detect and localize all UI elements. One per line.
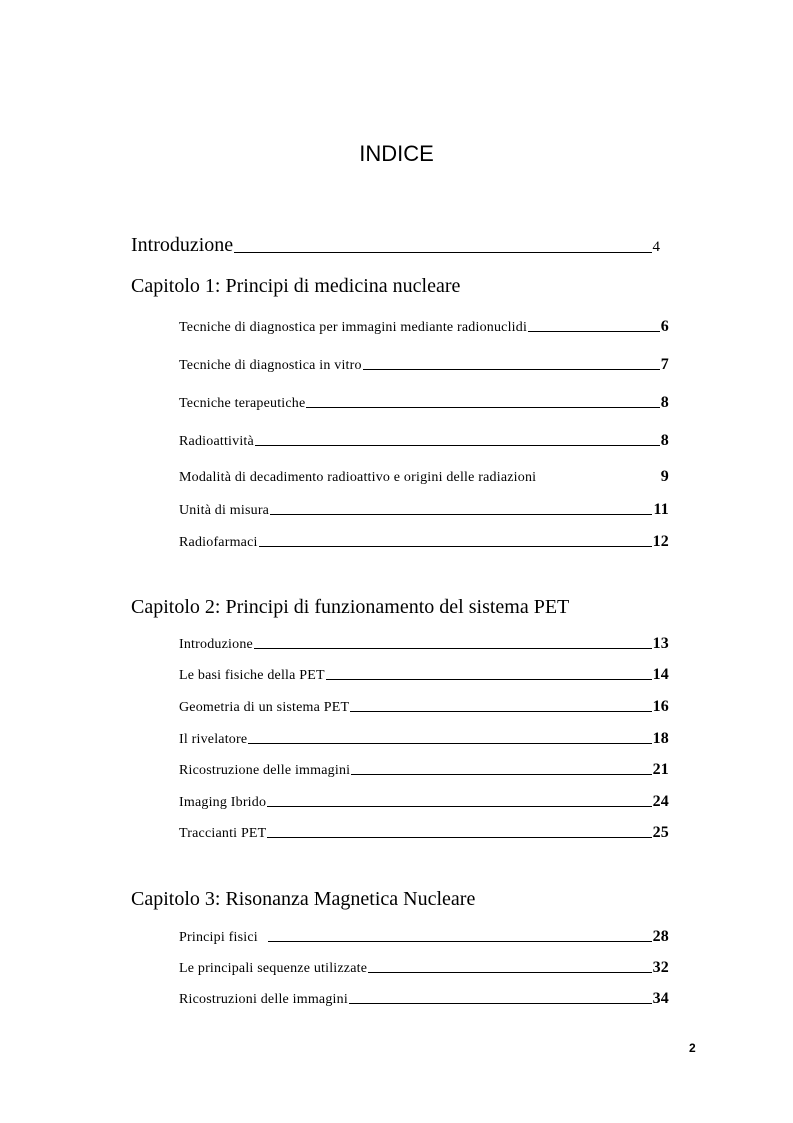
toc-entry[interactable] xyxy=(179,928,669,946)
toc-entry-label: Radiofarmaci xyxy=(179,535,258,550)
toc-entry-page: 25 xyxy=(652,824,669,841)
leader-line xyxy=(267,836,651,838)
toc-entry-page: 8 xyxy=(660,394,669,411)
toc-intro[interactable] xyxy=(131,234,660,257)
toc-entry-label: Modalità di decadimento radioattivo e origini delle radiazioni xyxy=(179,470,537,485)
toc-entry[interactable] xyxy=(179,356,669,374)
toc-entry-label: Ricostruzione delle immagini xyxy=(179,763,351,778)
page-title: INDICE xyxy=(359,141,434,166)
leader-line xyxy=(270,513,652,515)
toc-entry-label: Tecniche di diagnostica in vitro xyxy=(179,358,362,373)
toc-entry[interactable] xyxy=(179,990,669,1008)
toc-entry[interactable] xyxy=(179,698,669,716)
leader-line xyxy=(268,940,652,942)
chapter-2-heading: Capitolo 2: Principi di funzionamento del sistema PET xyxy=(131,596,570,618)
leader-line xyxy=(255,444,660,446)
leader-line xyxy=(326,678,652,680)
toc-entry-page: 9 xyxy=(660,468,669,485)
toc-entry-label: Imaging Ibrido xyxy=(179,795,267,810)
toc-entry[interactable] xyxy=(179,468,669,486)
leader-line xyxy=(528,330,660,332)
toc-entry-page: 7 xyxy=(660,356,669,373)
toc-entry-page: 11 xyxy=(653,501,669,518)
leader-line xyxy=(254,647,652,649)
toc-intro-page: 4 xyxy=(652,239,660,255)
toc-entry-page: 24 xyxy=(652,793,669,810)
toc-entry[interactable] xyxy=(179,501,669,519)
toc-entry-label: Unità di misura xyxy=(179,503,270,518)
toc-entry-page: 14 xyxy=(652,666,669,683)
toc-entry-page: 21 xyxy=(652,761,669,778)
leader-line xyxy=(267,805,651,807)
toc-entry-label: Tecniche terapeutiche xyxy=(179,396,306,411)
leader-line xyxy=(234,251,651,253)
toc-entry-label: Il rivelatore xyxy=(179,732,248,747)
toc-entry-label: Ricostruzioni delle immagini xyxy=(179,992,348,1007)
leader-line xyxy=(349,1002,652,1004)
leader-line xyxy=(351,773,651,775)
toc-entry[interactable] xyxy=(179,824,669,842)
toc-entry-label: Radioattività xyxy=(179,434,254,449)
toc-entry[interactable] xyxy=(179,432,669,450)
toc-entry-page: 6 xyxy=(660,318,669,335)
leader-line xyxy=(350,710,651,712)
toc-entry-page: 34 xyxy=(652,990,669,1007)
chapter-1-heading: Capitolo 1: Principi di medicina nucleare xyxy=(131,275,461,297)
leader-line xyxy=(363,368,660,370)
leader-line xyxy=(306,406,659,408)
toc-entry-page: 28 xyxy=(652,928,669,945)
toc-intro-label: Introduzione xyxy=(131,234,234,256)
toc-entry-page: 32 xyxy=(652,959,669,976)
toc-entry-page: 16 xyxy=(652,698,669,715)
toc-entry-page: 12 xyxy=(652,533,669,550)
toc-entry-label: Principi fisici xyxy=(179,930,258,945)
leader-line xyxy=(368,971,651,973)
toc-entry-label: Traccianti PET xyxy=(179,826,267,841)
leader-line xyxy=(259,545,652,547)
toc-entry[interactable] xyxy=(179,318,669,336)
toc-entry[interactable] xyxy=(179,793,669,811)
toc-entry[interactable] xyxy=(179,666,669,684)
toc-entry[interactable] xyxy=(179,761,669,779)
toc-entry[interactable] xyxy=(179,959,669,977)
toc-entry-label: Geometria di un sistema PET xyxy=(179,700,350,715)
toc-entry-label: Tecniche di diagnostica per immagini mediante radionuclidi xyxy=(179,320,528,335)
toc-entry[interactable] xyxy=(179,635,669,653)
toc-entry-label: Le principali sequenze utilizzate xyxy=(179,961,368,976)
toc-entry-label: Introduzione xyxy=(179,637,253,652)
toc-entry-page: 8 xyxy=(660,432,669,449)
toc-entry-page: 18 xyxy=(652,730,669,747)
chapter-3-heading: Capitolo 3: Risonanza Magnetica Nucleare xyxy=(131,888,476,910)
leader-space xyxy=(537,481,660,482)
toc-entry[interactable] xyxy=(179,533,669,551)
toc-entry[interactable] xyxy=(179,394,669,412)
leader-line xyxy=(248,742,651,744)
toc-entry[interactable] xyxy=(179,730,669,748)
page-number: 2 xyxy=(689,1041,696,1055)
toc-entry-page: 13 xyxy=(652,635,669,652)
toc-entry-label: Le basi fisiche della PET xyxy=(179,668,325,683)
